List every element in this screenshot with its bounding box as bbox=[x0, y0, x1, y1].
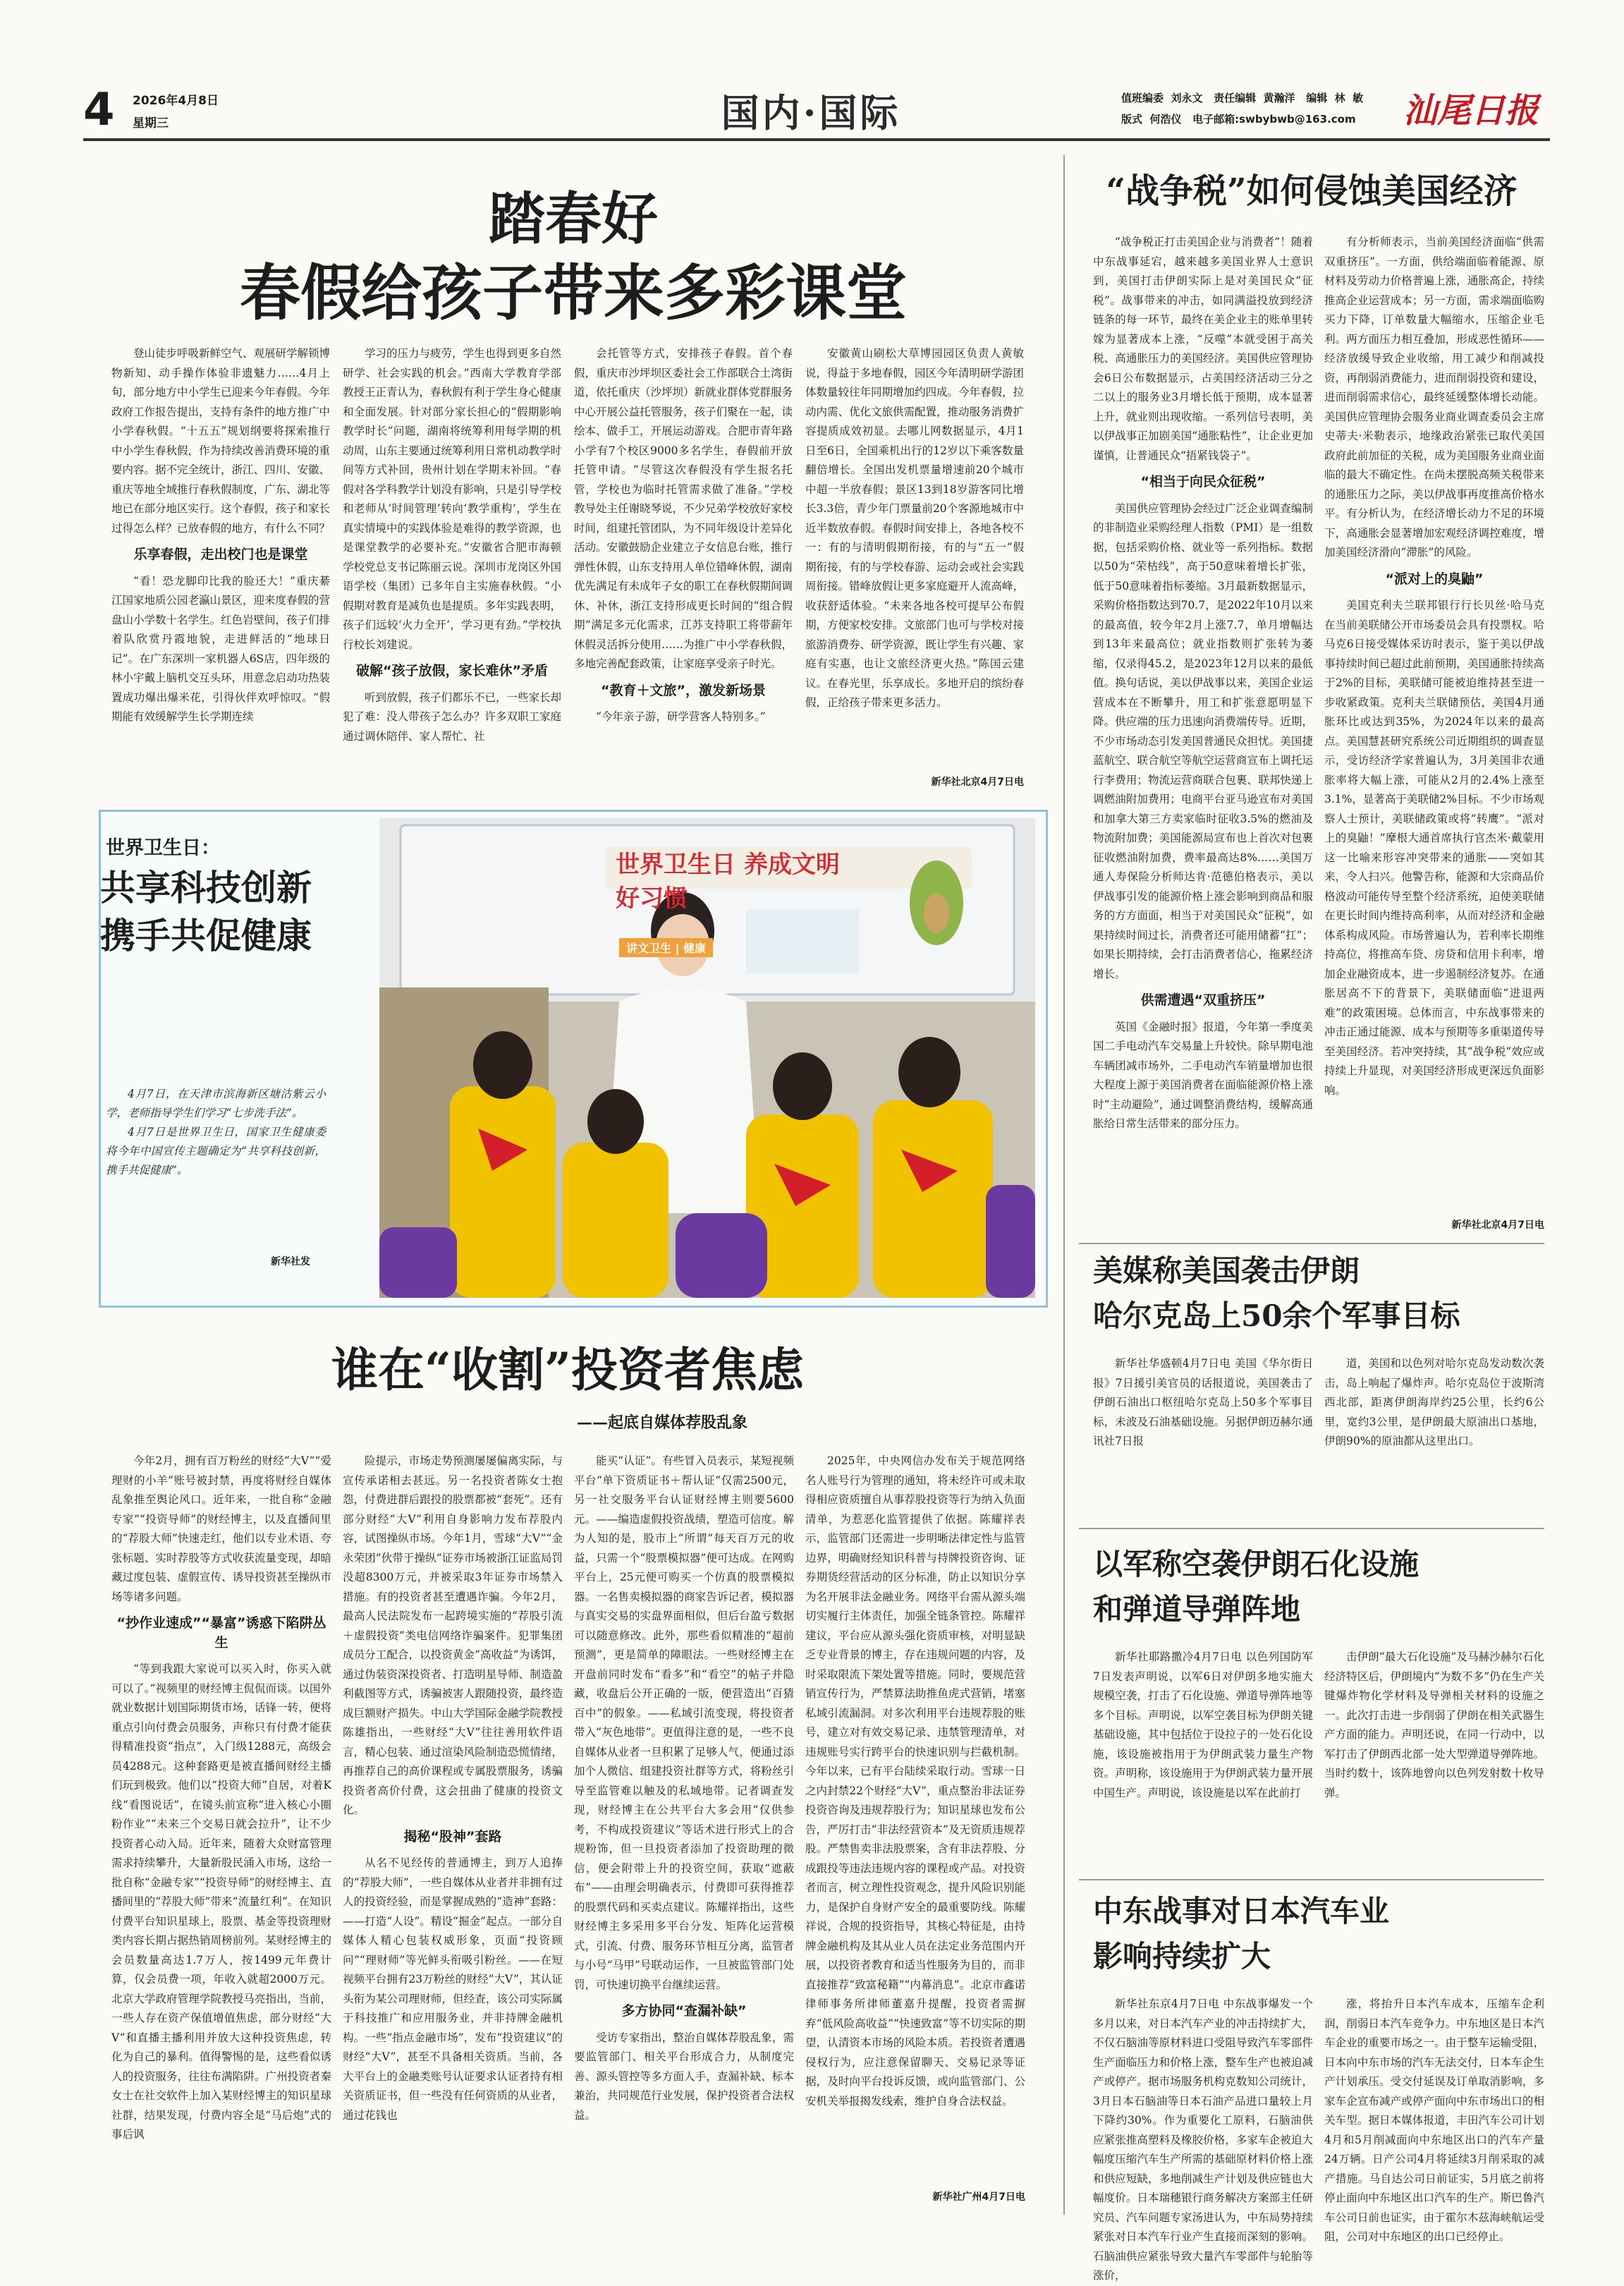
spring-column-3 bbox=[574, 344, 793, 796]
israel-column-1 bbox=[1093, 1648, 1313, 1873]
photo-feature-title-2: 携手共促健康 bbox=[100, 915, 312, 956]
spring-column-1 bbox=[111, 344, 330, 796]
harvest-subhead-2: 揭秘“股神”套路 bbox=[403, 1828, 502, 1844]
spring-column-2 bbox=[343, 344, 561, 796]
divider-1 bbox=[1079, 1243, 1544, 1244]
banner-subtitle: 讲文卫生 | 健康 bbox=[619, 938, 713, 957]
tariff-subhead-2: 供需遭遇“双重挤压” bbox=[1140, 992, 1266, 1008]
tariff-subhead-3: “派对上的臭鼬” bbox=[1385, 571, 1484, 587]
spring-column-4 bbox=[805, 344, 1024, 771]
spring-byline: 新华社北京4月7日电 bbox=[931, 777, 1024, 788]
harvest-col1-text-b: “等到我跟大家说可以买入时，你买入就可以了。”视频里的财经博主侃侃而谈。以国外就业数据计划国际期货市场，话锋一转，便将重点引向付费会员服务，声称只有付费才能获得精准投资“指点”，入门级1288元，高级会员4288元。这种套路更是被直播间财经主播们玩到极致。他们以“投资大师”自居，对着K线“看图说话”，在镜头前宣称“进入核心小圈粉作业”“未来三个交易日就会拉升”，让不少投资者心动入局。近年来，随着大众财富管理需求持续攀升，大量新股民涌入市场，这给一批自称“金融专家”“投资导师”的财经博主、直播间里的“荐股大师”带来“流量红利”。在知识付费平台知识星球上，股票、基金等投资理财类内容长期占据热销周榜前列。某财经博主的会员数量高达1.7万人，按1499元年费计算，仅会员费一项，年收入就超2000万元。北京大学政府管理学院教授马亮指出，当前，一些人存在资产保值增值焦虑，部分财经“大V”和直播主播利用并放大这种投资焦虑，转化为自己的暴利。值得警惕的是，这些看似诱人的投资服务，往往布满陷阱。广州投资者秦女士在社交软件上加入某财经博主的知识星球社群，结果发现，付费内容全是“马后炮”式的事后讽 bbox=[111, 1662, 331, 2141]
harvest-subhead-3: 多方协同“查漏补缺” bbox=[621, 2003, 747, 2019]
photo-feature-kicker: 世界卫生日： bbox=[106, 837, 220, 859]
harvest-col4-text: 2025年，中央网信办发布关于规范网络名人账号行为管理的通知，将未经许可或未取得相应资质擅自从事荐股投资等行为纳入负面清单，为惹恶化监管提供了依据。陈耀祥表示，监管部门还需进一步明晰法律定性与监管边界，明确财经知识科普与持牌投资咨询、证券期货经营活动的区分标准，防止以知识分享为名开展非法金融业务。网络平台需从源头端切实履行主体责任，加强全链条管控。陈耀祥建议，平台应从源头强化资质审核，对明显缺乏专业背景的博主，存在违规问题的内容，及时采取限流下架处置等措施。同时，要规范营销宣传行为，严禁算法助推鱼虎式营销，堵塞私域引流漏洞。对多次利用平台违规荐股的账号，建立对有效交易记录、违禁管理清单，对违规账号实行跨平台的快速识别与拦截机制。今年以来，已有平台陆续采取行动。雪球一日之内封禁22个财经“大V”，重点整治非法证券投资咨询及违规荐股行为；知识星球也发布公告，严厉打击“非法经营资本”及无资质违规荐股。严禁售卖非法股票案，含有非法荐股、分成跟投等违法违规内容的课程或产品。对投资者而言，树立理性投资观念，提升风险识别能力，是保护自身财产安全的最重要防线。陈耀祥说，合规的投资指导，其核心特征是，由持牌金融机构及其从业人员在法定业务范围内开展，以投资者教育和适当性服务为目的，而非直接推荐“致富秘籍”“内幕消息”。北京市鑫诺律师事务所律师董嘉升提醒，投资者需摒弃“低风险高收益”“快速致富”等不切实际的期望，认清资本市场的风险本质。若投资者遭遇侵权行为，应注意保留聊天、交易记录等证据，及时向平台投诉反馈，或向监管部门、公安机关举报揭发线索，维护自身合法权益。 bbox=[805, 1454, 1025, 2108]
japan-title-line2: 影响持续扩大 bbox=[1093, 1939, 1271, 1974]
right-section-divider bbox=[1063, 155, 1065, 2215]
tariff-col2-text-b: 美国克利夫兰联邦银行行长贝丝·哈马克在当前美联储公开市场委员会具有投票权。哈马克6日接受媒体采访时表示，鉴于美以伊战事持续时间已超过此前预期，美国通胀持续高于2%的目标，美联储可能被迫维持甚至进一步收紧政策。克利夫兰联储预估，美国4月通胀环比或达到35%，为2024年以来的最高点。美国慧甚研究系统公司近期组织的调查显示，受访经济学家普遍认为，3月美国非农通胀率将大幅上涨，可能从2月的2.4%上涨至3.1%，显著高于美联储2%目标。不少市场观察人士预计，美联储政策或将“转鹰”。“派对上的臭鼬！”摩根大通首席执行官杰米·戴蒙用这一比喻来形容冲突带来的通胀——突如其来，令人扫兴。他警告称，能源和大宗商品价格波动可能传导至整个经济系统，迫使美联储在更长时间内维持高利率，从而对经济和金融体系构成风险。市场普遍认为，若利率长期维持高位，将推高车贷、房贷和信用卡利率，增加企业融资成本，进一步遏制经济复苏。在通胀居高不下的背景下，美联储面临“进退两难”的政策困境。总体而言，中东战事带来的冲击正通过能源、成本与预期等多重渠道传导至美国经济。若冲突持续，其“战争税”效应或持续上升显现，对美国经济形成更深远负面影响。 bbox=[1324, 599, 1544, 1097]
harvest-title: 谁在“收割”投资者焦虑 bbox=[331, 1342, 804, 1397]
page-number: 4 bbox=[83, 84, 115, 136]
tariff-col1-text-b: 美国供应管理协会经过广泛企业调查编制的非制造业采购经理人指数（PMI）是一组数据，包括采购价格、就业等一系列指标。数据以50为“荣枯线”，高于50意味着增长扩张，低于50意味着指标萎缩。3月最新数据显示，采购价格指数达到70.7，是2022年10月以来的最高值，较今年2月上涨7.7，单月增幅达到13年来最高位；就业指数则扩张转为萎缩，仅录得45.2，是2023年12月以来的最低值。换句话说，美以伊战事以来，美国企业运营成本在不断攀升，用工和扩张意愿明显下降。供应端的压力迅速向消费端传导。近期，不少市场动态引发美国普通民众担忧。美国捷蓝航空、联合航空等航空运营商宣布上调托运行李费用；物流运营商联合包裹、联邦快递上调燃油附加费用；电商平台亚马逊宣布对美国和加拿大第三方卖家临时征收3.5%的燃油及物流附加费；美国能源局宣布也上首次对包裹征收燃油附加费，费率最高达8%……美国万通人寿保险分析师达肯·范德伯格表示，美以伊战事引发的能源价格上涨会影响到商品和服务的方方面面，相当于对美国民众“征税”，如果持续时间过长，消费者还可能用储蓄“扛”；如果长期持续，会打击消费者信心，拖累经济增长。 bbox=[1093, 501, 1313, 980]
editors-email-line: 版式 何浩仪 电子邮箱:swbybwb@163.com bbox=[1121, 113, 1356, 126]
airstrike-title-line1: 美媒称美国袭击伊朗 bbox=[1093, 1253, 1360, 1288]
israel-title-line1: 以军称空袭伊朗石化设施 bbox=[1093, 1547, 1420, 1581]
photo-feature-title-1: 共享科技创新 bbox=[100, 867, 312, 908]
japan-col2-text: 涨，将抬升日本汽车成本，压缩车企利润，削弱日本汽车竞争力。中东地区是日本汽车企业的重要市场之一。由于整车运输受阻，日本向中东市场的汽车无法交付，日本车企生产计划承压。受交付延误及订单取消影响，多家车企宣布减产或停产面向中东市场出口的相关车型。据日本媒体报道，丰田汽车公司计划4月和5月削减面向中东地区出口的汽车产量24万辆。日产公司4月将延续3月削采取的减产措施。马自达公司日前证实，5月底之前将停止面向中东地区出口汽车的生产。斯巴鲁汽车公司日前也证实，由于霍尔木兹海峡航运受阻，公司对中东地区的出口已经停止。 bbox=[1324, 1998, 1544, 2243]
spring-col3-text: 会托管等方式，安排孩子春假。首个春假，重庆市沙坪坝区委社会工作部联合土湾街道，依托重庆（沙坪坝）新就业群体党群服务中心开展公益托管服务，孩子们聚在一起，读绘本、做手工，开展运动游戏。合肥市青年路小学有7个校区9000多名学生，春假前开放托管申请。“尽管这次春假没有学生报名托管，学校也为临时托管需求做了准备。”学校教导处主任谢晓琴说，不少兄弟学校放好家校时间，组建托管团队，为不同年级设计差异化活动。安徽鼓励企业建立子女信息台账，推行弹性休假，山东支持用人单位错峰休假，湖南优先满足有未成年子女的职工在春秋假期间调休、补休，浙江支持形成更长时间的“组合假期”满足多元化需求，江苏支持职工将带薪年休假灵活拆分使用……为推广中小学春秋假，多地完善配套政策，让家庭享受亲子时光。 bbox=[574, 347, 793, 670]
tariff-col1-text-c: 英国《金融时报》报道，今年第一季度美国二手电动汽车交易量上升较快。除早期电池车辆团减市场外，二手电动汽车销量增加也很大程度上源于美国消费者在面临能源价格上涨时“主动避险”，通过调整消费结构，缓解高通胀给日常生活带来的部分压力。 bbox=[1093, 1020, 1313, 1130]
spring-title-line2: 春假给孩子带来多彩课堂 bbox=[240, 257, 907, 329]
tariff-column-2 bbox=[1324, 233, 1544, 1213]
divider-3 bbox=[1079, 1879, 1544, 1880]
masthead-rule bbox=[83, 138, 1550, 141]
spring-subhead-1: 乐享春假，走出校门也是课堂 bbox=[133, 547, 308, 562]
harvest-column-3 bbox=[574, 1452, 794, 2199]
spring-col1-text: 登山徒步呼吸新鲜空气、观展研学解锁博物新知、动手操作体验非遗魅力……4月上旬，部分地方中小学生已迎来今年春假。今年政府工作报告提出，支持有条件的地方推广中小学春秋假。“十五五”规划纲要将探索推行中小学生春秋假，作为持续改善消费环境的重要内容。据不完全统计，浙江、四川、安徽、重庆等地全域推行春秋假制度，广东、湖北等地已在部分地区实行。这个春假，孩子和家长过得怎么样？已放春假的地方，有什么不同？ bbox=[111, 347, 331, 535]
spring-col2-text-b: 听到放假，孩子们都乐不已，一些家长却犯了难：没人带孩子怎么办？许多双职工家庭通过调休陪伴、家人帮忙、社 bbox=[343, 691, 562, 743]
japan-column-1 bbox=[1093, 1995, 1313, 2282]
spring-col2-text: 学习的压力与疲劳，学生也得到更多自然研学、社会实践的机会。”西南大学教育学部教授王正青认为，春秋假有利于学生身心健康和全面发展。针对部分家长担心的“假期影响教学时长”问题，湖南将统筹利用每学期的机动周，山东主要通过统筹利用日常机动教学时间等方式补回，贵州计划在学期末补回。“春假对各学科教学计划没有影响，只是引导学校和老师从‘时间管理’转向‘教学重构’，学生在真实情境中的实践体验是难得的教学资源，也是课堂教学的必要补充。”安徽省合肥市海顿学校党总支书记陈丽云说。深圳市龙岗区外国语学校（集团）已多年自主实施春秋假。“小假期对教育是减负也是提质。多年实践表明，孩子们远较‘火力全开’，学习更有劲。”学校执行校长刘建说。 bbox=[343, 347, 562, 651]
spring-col3-text-b: “今年亲子游，研学营客人特别多。” bbox=[596, 710, 766, 723]
harvest-subtitle: ——起底自媒体荐股乱象 bbox=[576, 1413, 747, 1432]
harvest-subhead-1: “抄作业速成”“暴富”诱惑下陷阱丛生 bbox=[116, 1615, 326, 1650]
harvest-byline: 新华社广州4月7日电 bbox=[932, 2191, 1025, 2203]
banner-title: 世界卫生日 养成文明好习惯 bbox=[616, 851, 840, 913]
harvest-col3-text: 能买“认证”。有些冒入员表示，某短视频平台“单下资质证书＋帮认证”仅需2500元，另一社交服务平台认证财经博主则要5600元。——编造虚假投资战绩，塑造可信度。解为人知的是，股市上“所谓”每天百万元的收益，只需一个“股票模拟器”便可达成。在网购平台上，25元便可购买一个仿真的股票模拟器。一名售卖模拟器的商家告诉记者，模拟器与真实交易的实盘界面相似，但后台盈亏数据可以随意修改。此外，那些看似精准的“超前预测”，更是简单的障眼法。一些财经博主在开盘前同时发布“看多”和“看空”的帖子并隐藏，收盘后公开正确的一版，便营造出“百猜百中”的假象。——私域引流变现，将投资者带入“灰色地带”。更值得注意的是，一些不良自媒体从业者一旦积累了足够人气，便通过添加个人微信、组建投资社群等方式，将粉丝引导至监管难以触及的私域地带。记者调查发现，财经博主在公共平台大多会用“仅供参考，不构成投资建议”等话术进行形式上的合规粉饰，但一旦投资者添加了投资助理的微信，便会附带上升的投资空间，获取“遮蔽布”——由理会明确表示，付费即可获得推荐的股票代码和买卖点建议。陈耀祥指出，这些财经博主多采用多平台分发、矩阵化运营模式，引流、付费、服务环节相互分离，监管者与小号“马甲”号联动运作，一旦被监管部门处罚，可快速切换平台继续运营。 bbox=[574, 1454, 794, 1991]
israel-column-2 bbox=[1324, 1648, 1544, 1873]
japan-col1-text: 新华社东京4月7日电 中东战事爆发一个多月以来，对日本汽车产业的冲击持续扩大，不仅石脑油等原材料进口受阻导致汽车零部件生产面临压力和价格上涨，整车生产也被迫减产或停产。据市场服务机构克数知公司统计，3月日本石脑油等日本石油产品进口量较上月下降约30%。作为重要化工原料，石脑油供应紧张推高塑料及橡胶价格，多家车企被迫大幅度压缩汽车生产所需的基础原材料价格上涨和供应短缺，多地削减生产计划及供应链也大幅度价。日本瑞穗银行商务解决方案部主任研究员、汽车问题专家汤进认为，中东局势持续紧张对日本汽车行业产生直接而深刻的影响。石脑油供应紧张导致大量汽车零部件与轮胎等涨价， bbox=[1093, 1998, 1313, 2282]
spring-col1-text-b: “看！恐龙脚印比我的脸还大！”重庆綦江国家地质公园老瀛山景区，迎来度春假的营盘山小学数十名学生。红色岩壁间，孩子们排着队欣赏丹霞地貌，走进鲜活的“地球日记”。在广东深圳一家机器人6S店，四年级的林小宇戴上脑机交互头环，用意念启动功热装置成功爆出爆米花，引得伙伴欢呼惊叹。“假期能有效缓解学生长学期连续 bbox=[111, 574, 331, 723]
spring-col4-text: 安徽黄山刷松大草博园园区负责人黄敏说，得益于多地春假，园区今年清明研学游团体数量较往年同期增加约四成。今年春假，拉动内需、优化文旅供需配置，推动服务消费扩容提质成效初显。去哪儿网数据显示，4月1日至6日，全国乘机出行的12岁以下乘客数量翻倍增长。全国出发机票量增速前20个城市中超一半放春假；景区13到18岁游客同比增长3.3倍，青少年门票量前20个客源地城市中近半数放春假。春假时间安排上，各地各校不一：有的与清明假期衔接，有的与“五一”假期衔接，有的与学校春游、运动会或社会实践周衔接。错峰放假让更多家庭避开人流高峰，收获舒适体验。“未来各地各校可提早公布假期，方便家校安排。文旅部门也可与学校对接旅游消费券、研学资源，既让学生有兴趣、家庭有实惠，也让文旅经济更火热。”陈国云建议。在春光里，乐享成长。多地开启的缤纷春假，正给孩子带来更多活力。 bbox=[805, 347, 1025, 709]
tariff-subhead-1: “相当于向民众征税” bbox=[1140, 474, 1266, 490]
airstrike-column-1 bbox=[1093, 1354, 1313, 1524]
harvest-col3-text-b: 受访专家指出，整治自媒体荐股乱象，需要监管部门、相关平台形成合力，从制度完善、源头管控等多方面人手，查漏补缺、标本兼治，共同规范行业发展，保护投资者合法权益。 bbox=[574, 2031, 794, 2122]
israel-title-line2: 和弹道导弹阵地 bbox=[1093, 1592, 1301, 1627]
photo-credit: 新华社发 bbox=[271, 1256, 310, 1267]
japan-title-line1: 中东战事对日本汽车业 bbox=[1093, 1894, 1390, 1928]
spring-subhead-2: 破解“孩子放假，家长难休”矛盾 bbox=[356, 663, 548, 679]
harvest-column-2 bbox=[343, 1452, 563, 2199]
issue-weekday: 星期三 bbox=[133, 116, 169, 130]
airstrike-column-2 bbox=[1324, 1354, 1544, 1524]
harvest-column-4 bbox=[805, 1452, 1025, 2185]
section-title: 国内·国际 bbox=[721, 90, 901, 135]
tariff-byline: 新华社北京4月7日电 bbox=[1451, 1220, 1544, 1231]
spring-subhead-3: “教育＋文旅”，激发新场景 bbox=[601, 682, 766, 698]
airstrike-title-line2: 哈尔克岛上50余个军事目标 bbox=[1093, 1299, 1460, 1333]
tariff-title: “战争税”如何侵蚀美国经济 bbox=[1106, 171, 1518, 211]
issue-date: 2026年4月8日 bbox=[133, 94, 219, 108]
harvest-col1-text: 今年2月，拥有百万粉丝的财经“大V”“爱理财的小羊”账号被封禁，再度将财经自媒体乱象推至舆论风口。近年来，一批自称“金融专家”“投资导师”的财经博主，以及直播间里的“荐股大师”快速走红，他们以专业术语、夸张标题、实时荐股等方式收获流量变现，却暗藏过度包装、虚假宣传、诱导投资甚至操纵市场等诸多问题。 bbox=[111, 1454, 331, 1603]
spring-title-line1: 踏春好 bbox=[489, 186, 658, 252]
harvest-col2-text-b: 从名不见经传的普通博主，到万人追捧的“荐股大师”，一些自媒体从业者并非拥有过人的投资经验，而是掌握成熟的“造神”套路：——打造“人设”。精设“掘金”起点。一部分自媒体人精心包装权威形象，页面“投资顾问”“理财师”等光鲜头衔吸引粉丝。——在短视频平台拥有23万粉丝的财经“大V”，其认证头衔为某公司理财师，但经查，该公司实际属于科技推广和应用服务业，并非持牌金融机构。一些“指点金融市场”，发布“投资建议”的财经“大V”，甚至不具备相关资质。当前，各大平台上的金融类账号认证要求认证者持有相关资质证书，但一些没有任何资质的从业者，通过花钱也 bbox=[343, 1856, 563, 2122]
photo-caption-2: 4月7日是世界卫生日，国家卫生健康委将今年中国宣传主题确定为“共享科技创新，携手共促健康”。 bbox=[106, 1126, 326, 1177]
editors-line: 值班编委 刘永文 责任编辑 黄瀚洋 编辑 林 敏 bbox=[1121, 92, 1364, 104]
tariff-col1-text: “战争税正打击美国企业与消费者”！随着中东战事延宕，越来越多美国业界人士意识到，美国打击伊朗实际上是对美国民众“征税”。战事带来的冲击，如同满溢投放到经济链条的每一环节，最终在美企业主的账单里转嫁为显著成本上涨，“反噬”本就受困于高关税、高通胀压力的美国经济。美国供应管理协会6日公布数据显示，占美国经济活动三分之二以上的服务业3月增长低于预期，成本显著上升，就业则出现收缩。一系列信号表明，美以伊战事正加剧美国“通胀粘性”，让企业更加谨慎，让普通民众“捂紧钱袋子”。 bbox=[1093, 236, 1313, 462]
airstrike-col2-text: 道，美国和以色列对哈尔克岛发动数次袭击，岛上响起了爆炸声。哈尔克岛位于波斯湾西北部，距离伊朗海岸约25公里，长约6公里，宽约3公里，是伊朗最大原油出口基地，伊朗90%的原油都从这里出口。 bbox=[1324, 1357, 1544, 1447]
israel-col2-text: 击伊朗“最大石化设施”及马赫沙赫尔石化经济特区后，伊朗境内“为数不多”仍在生产关键爆炸物化学材料及导弹相关材料的设施之一。此次打击进一步削弱了伊朗在相关武器生产方面的能力。声明还说，在同一行动中，以军打击了伊朗西北部一处大型弹道导弹阵地。当时约数十，该阵地曾向以色列发射数十枚导弹。 bbox=[1324, 1650, 1544, 1799]
israel-col1-text: 新华社耶路撒冷4月7日电 以色列国防军7日发表声明说，以军6日对伊朗多地实施大规模空袭，打击了石化设施、弹道导弹阵地等多个目标。声明说，以军空袭目标为伊朗关键基础设施，其中包括位于设拉子的一处石化设施，该设施被指用于为伊朗武装力量生产物资。声明称，该设施用于为伊朗武装力量开展中国生产。声明说，该设施是以军在此前打 bbox=[1093, 1650, 1313, 1799]
harvest-column-1 bbox=[111, 1452, 331, 2199]
newspaper-logo: 汕尾日报 bbox=[1403, 91, 1539, 130]
photo-caption-1: 4月7日，在天津市滨海新区塘沽紫云小学，老师指导学生们学习“七步洗手法”。 bbox=[106, 1088, 326, 1119]
airstrike-col1-text: 新华社华盛顿4月7日电 美国《华尔街日报》7日援引美官员的话报道说，美国袭击了伊朗石油出口枢纽哈尔克岛上50多个军事目标，未波及石油基础设施。另据伊朗迈赫尔通讯社7日报 bbox=[1093, 1357, 1313, 1447]
tariff-column-1 bbox=[1093, 233, 1313, 1227]
photo-caption bbox=[106, 1085, 326, 1247]
japan-column-2 bbox=[1324, 1995, 1544, 2243]
classroom-photo bbox=[379, 818, 1035, 1298]
tariff-col2-text: 有分析师表示，当前美国经济面临“供需双重挤压”。一方面，供给端面临着能源、原材料及劳动力价格普遍上涨，通胀高企，持续推高企业运营成本；另一方面，需求端面临购买力下降，订单数量大幅缩水，压缩企业毛利。两方面压力相互叠加，形成恶性循环——经济放缓导致企业收缩，用工减少和削减投资，再削弱消费能力，进而削弱投资和建设，进而削弱需求信心，最终延缓整体增长动能。美国供应管理协会服务业商业调查委员会主席史蒂夫·米勒表示，地缘政治紧张已取代美国政府此前加征的关税，成为美国服务业商业面临的最大不确定性。在尚未摆脱高频关税带来的通胀压力之际，美以伊战事再度推高价格水平。有分析认为，在经济增长动力不足的环境下，高通胀会显著增加宏观经济调控难度，增加美国经济滑向“滞胀”的风险。 bbox=[1324, 236, 1544, 559]
harvest-col2-text: 险提示，市场走势预测屡屡偏离实际，与宣传承诺相去甚远。另一名投资者陈女士抱怨，付费进群后跟投的股票都被“套死”。还有部分财经“大V”利用自身影响力发布荐股内容，试图操纵市场。今年1月，雪球“大V”“金永荣团”伙带于操纵“证券市场被浙江证监局罚没超8300万元，并被采取3年证券市场禁入措施。有的投资者甚至遭遇诈骗。今年2月，最高人民法院发布一起跨境实施的“荐股引流＋虚假投资”类电信网络诈骗案件。犯罪集团成员分工配合，以投资黄金“高收益”为诱饵，通过伪装资深投资者、打造明星导师、制造盈利截图等方式，诱骗被害人跟随投资，最终造成巨额财产损失。中山大学国际金融学院教授陈雄指出，一些财经“大V”往往善用软件语言，精心包装、通过渲染风险制造恐慌情绪，再推荐自己的高价课程或专属股票服务，诱骗投资者高价付费，这会扭曲了健康的投资文化。 bbox=[343, 1454, 563, 1816]
divider-2 bbox=[1079, 1528, 1544, 1529]
